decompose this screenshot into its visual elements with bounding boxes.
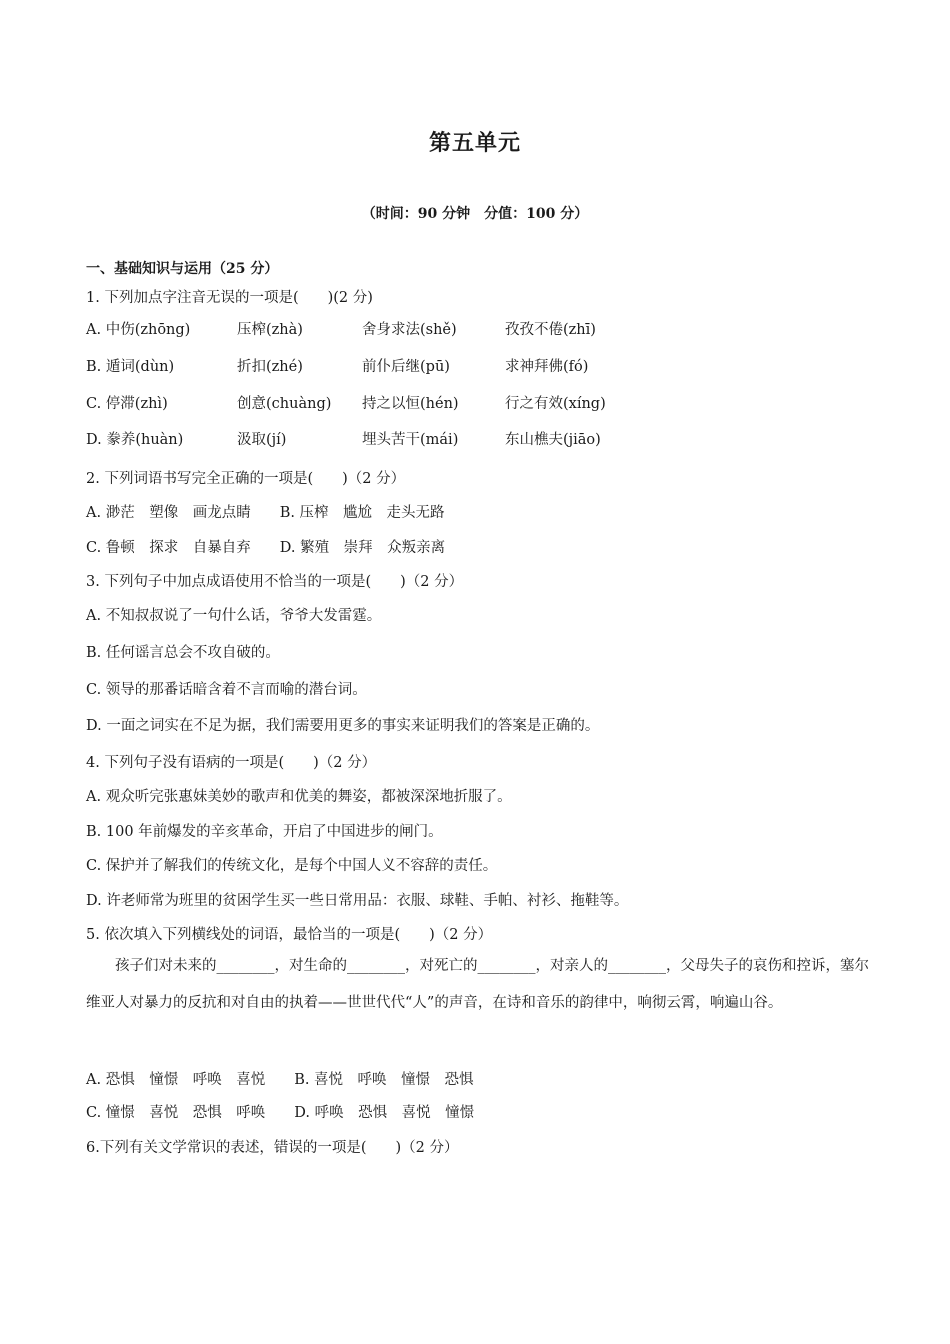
q3-option-c: C. 领导的那番话暗含着不言而喻的潜台词。	[86, 682, 367, 698]
question-1-stem: 1. 下列加点字注音无误的一项是( )(2 分)	[86, 290, 373, 306]
q3-option-b: B. 任何谣言总会不攻自破的。	[86, 645, 280, 661]
q1-b-1: B. 遁词(dùn)	[86, 359, 175, 375]
q1-a-1: A. 中伤(zhōng)	[86, 322, 191, 338]
q4-option-a: A. 观众听完张惠妹美妙的歌声和优美的舞姿，都被深深地折服了。	[86, 789, 512, 805]
page-title: 第五单元	[428, 130, 521, 156]
question-3-stem: 3. 下列句子中加点成语使用不恰当的一项是( )（2 分）	[86, 574, 464, 590]
q1-c-2: 创意(chuàng)	[237, 396, 332, 412]
question-2-stem: 2. 下列词语书写完全正确的一项是( )（2 分）	[86, 471, 406, 487]
q2-options-cd: C. 鲁顿 探求 自暴自弃 D. 繁殖 崇拜 众叛亲离	[86, 540, 446, 556]
q1-a-3: 舍身求法(shě)	[362, 322, 457, 338]
section-heading: 一、基础知识与运用（25 分）	[86, 261, 279, 277]
q1-a-2: 压榨(zhà)	[237, 322, 303, 338]
q5-options-ab: A. 恐惧 憧憬 呼唤 喜悦 B. 喜悦 呼唤 憧憬 恐惧	[86, 1072, 474, 1088]
q2-options-ab: A. 渺茫 塑像 画龙点睛 B. 压榨 尴尬 走头无路	[86, 505, 445, 521]
q1-d-3: 埋头苦干(mái)	[362, 432, 459, 448]
q5-options-cd: C. 憧憬 喜悦 恐惧 呼唤 D. 呼唤 恐惧 喜悦 憧憬	[86, 1105, 475, 1121]
q4-option-b: B. 100 年前爆发的辛亥革命，开启了中国进步的闸门。	[86, 824, 443, 840]
q3-option-a: A. 不知叔叔说了一句什么话，爷爷大发雷霆。	[86, 608, 382, 624]
question-4-stem: 4. 下列句子没有语病的一项是( )（2 分）	[86, 755, 377, 771]
q1-c-1: C. 停滞(zhì)	[86, 396, 168, 412]
q1-c-3: 持之以恒(hén)	[362, 396, 459, 412]
q4-option-d: D. 许老师常为班里的贫困学生买一些日常用品：衣服、球鞋、手帕、衬衫、拖鞋等。	[86, 893, 629, 909]
question-6-stem: 6.下列有关文学常识的表述，错误的一项是( )（2 分）	[86, 1140, 459, 1156]
q3-option-d: D. 一面之词实在不足为据，我们需要用更多的事实来证明我们的答案是正确的。	[86, 718, 600, 734]
q1-b-4: 求神拜佛(fó)	[505, 359, 589, 375]
q5-passage: 孩子们对未来的________，对生命的________，对死亡的________，对亲人的________，父母失子的哀伤和控诉，塞尔维亚人对暴力的反抗和对自由的执着——世世代代“人”的声音，在诗和音乐的韵律中，响彻云霄，响遍山谷。	[86, 958, 869, 1011]
exam-info: （时间：90 分钟 分值：100 分）	[361, 206, 589, 222]
q1-c-4: 行之有效(xíng)	[505, 396, 606, 412]
q1-d-1: D. 豢养(huàn)	[86, 432, 184, 448]
q4-option-c: C. 保护并了解我们的传统文化，是每个中国人义不容辞的责任。	[86, 858, 498, 874]
q1-d-4: 东山樵夫(jiāo)	[505, 432, 601, 448]
q1-b-3: 前仆后继(pū)	[362, 359, 450, 375]
question-5-stem: 5. 依次填入下列横线处的词语，最恰当的一项是( )（2 分）	[86, 927, 493, 943]
q1-d-2: 汲取(jí)	[237, 432, 287, 448]
q1-b-2: 折扣(zhé)	[237, 359, 303, 375]
q1-a-4: 孜孜不倦(zhī)	[505, 322, 596, 338]
